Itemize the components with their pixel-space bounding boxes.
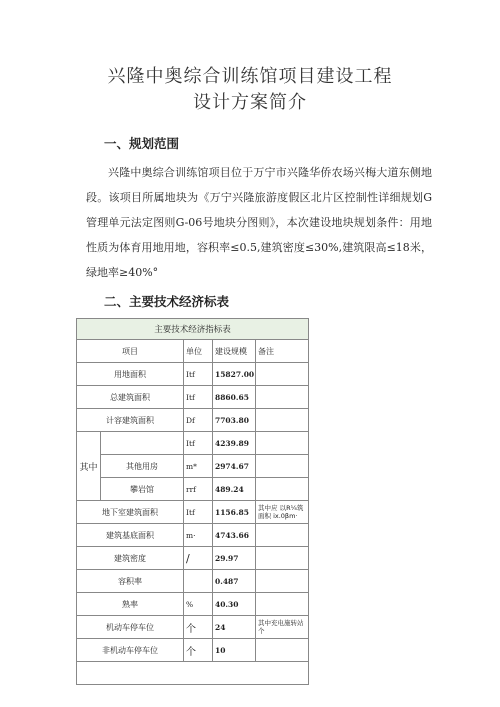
row-item: 其他用房 bbox=[101, 455, 184, 478]
row-unit: / bbox=[184, 547, 213, 570]
empty-cell bbox=[77, 662, 309, 685]
row-unit: Itf bbox=[184, 501, 213, 524]
row-unit bbox=[184, 570, 213, 593]
row-unit: m· bbox=[184, 524, 213, 547]
table-row bbox=[77, 616, 309, 639]
row-note bbox=[256, 639, 309, 662]
row-unit: 个 bbox=[184, 616, 213, 639]
row-value: 15827.00 bbox=[213, 363, 256, 386]
row-note bbox=[256, 547, 309, 570]
row-value: 1156.85 bbox=[213, 501, 256, 524]
section-heading-planning-scope: 一、规划范围 bbox=[104, 136, 180, 151]
table-row bbox=[77, 570, 309, 593]
row-item: 地下室建筑面积 bbox=[77, 501, 184, 524]
row-unit: Itf bbox=[184, 363, 213, 386]
table-row bbox=[77, 432, 309, 455]
table-row bbox=[77, 639, 309, 662]
header-note: 备注 bbox=[256, 340, 309, 363]
row-item: 计容建筑面积 bbox=[77, 409, 184, 432]
table-row bbox=[77, 386, 309, 409]
table-row bbox=[77, 409, 309, 432]
row-note bbox=[256, 409, 309, 432]
row-item: 攀岩馆 bbox=[101, 478, 184, 501]
row-note: 其中充电施转站个 bbox=[256, 616, 309, 639]
row-unit: Itf bbox=[184, 432, 213, 455]
row-value: 10 bbox=[213, 639, 256, 662]
table-caption: 主要技术经济指标表 bbox=[77, 319, 309, 340]
table-row bbox=[77, 501, 309, 524]
section-heading-technical-indicators: 二、主要技术经济标表 bbox=[104, 294, 230, 309]
table-row bbox=[77, 455, 309, 478]
row-item: 熟率 bbox=[77, 593, 184, 616]
row-value: 4743.66 bbox=[213, 524, 256, 547]
row-item bbox=[101, 432, 184, 455]
row-value: 24 bbox=[213, 616, 256, 639]
row-unit: % bbox=[184, 593, 213, 616]
row-note bbox=[256, 363, 309, 386]
row-note: 其中应 以R¼筑面积 ix.0βm· bbox=[256, 501, 309, 524]
row-unit: 个 bbox=[184, 639, 213, 662]
row-unit: Itf bbox=[184, 386, 213, 409]
table-caption-row bbox=[77, 319, 309, 340]
row-item: 建筑密度 bbox=[77, 547, 184, 570]
row-note bbox=[256, 593, 309, 616]
table-row bbox=[77, 547, 309, 570]
indicator-table bbox=[76, 318, 309, 685]
table-header-row bbox=[77, 340, 309, 363]
row-note bbox=[256, 478, 309, 501]
table-row bbox=[77, 363, 309, 386]
row-unit: m* bbox=[184, 455, 213, 478]
table-row bbox=[77, 524, 309, 547]
row-item: 机动车停车位 bbox=[77, 616, 184, 639]
row-item: 非机动车停车位 bbox=[77, 639, 184, 662]
group-label: 其中 bbox=[77, 432, 101, 501]
document-title-line1: 兴隆中奥综合训练馆项目建设工程 bbox=[107, 66, 393, 87]
table-empty-row bbox=[77, 662, 309, 685]
row-item: 总建筑面积 bbox=[77, 386, 184, 409]
row-value: 29.97 bbox=[213, 547, 256, 570]
row-unit: rrf bbox=[184, 478, 213, 501]
row-value: 0.487 bbox=[213, 570, 256, 593]
row-value: 7703.80 bbox=[213, 409, 256, 432]
row-note bbox=[256, 455, 309, 478]
row-value: 4239.89 bbox=[213, 432, 256, 455]
row-value: 2974.67 bbox=[213, 455, 256, 478]
row-unit: Df bbox=[184, 409, 213, 432]
header-scale: 建设规模 bbox=[213, 340, 256, 363]
row-note bbox=[256, 570, 309, 593]
row-value: 40.30 bbox=[213, 593, 256, 616]
document-title-line2: 设计方案简介 bbox=[193, 92, 307, 113]
row-item: 用地面积 bbox=[77, 363, 184, 386]
row-value: 489.24 bbox=[213, 478, 256, 501]
row-note bbox=[256, 432, 309, 455]
table-row bbox=[77, 593, 309, 616]
row-value: 8860.65 bbox=[213, 386, 256, 409]
row-note bbox=[256, 386, 309, 409]
row-item: 建筑基底面积 bbox=[77, 524, 184, 547]
row-item: 容积率 bbox=[77, 570, 184, 593]
header-item: 项目 bbox=[77, 340, 184, 363]
table-row bbox=[77, 478, 309, 501]
header-unit: 单位 bbox=[184, 340, 213, 363]
row-note bbox=[256, 524, 309, 547]
planning-scope-paragraph: 兴隆中奥综合训练馆项目位于万宁市兴隆华侨农场兴梅大道东侧地段。该项目所属地块为《万宁兴隆旅游度假区北片区控制性详细规划G管理单元法定图则G-06号地块分图则》，本次建设地块规划条件：用地性质为体育用地用地，容积率≤0.5,建筑密度≤30%,建筑限高≤18米，绿地率≥40%° bbox=[86, 166, 432, 279]
